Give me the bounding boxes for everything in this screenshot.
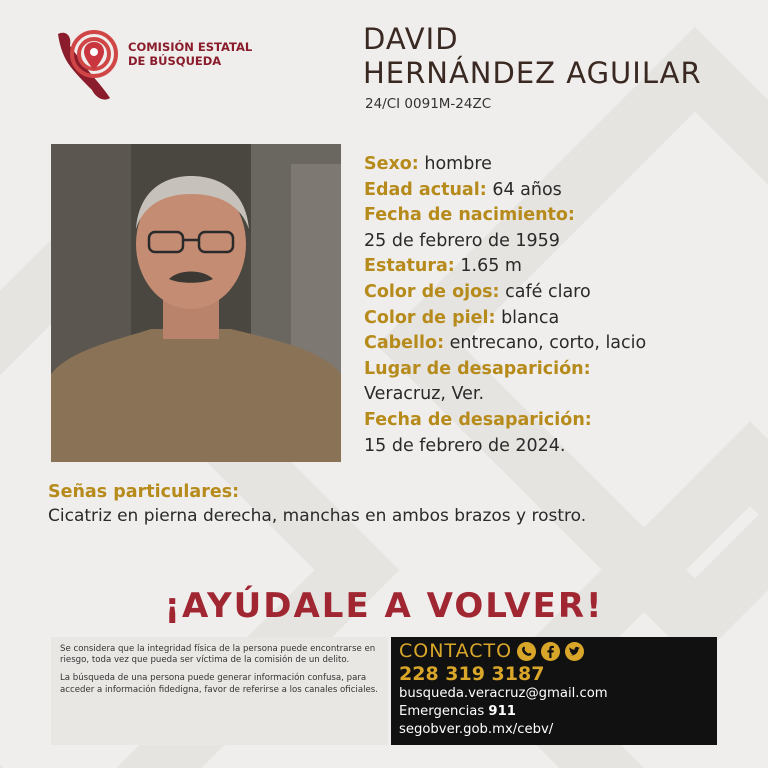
person-details	[364, 152, 759, 459]
person-photo	[51, 144, 341, 462]
contact-box	[391, 637, 717, 745]
detail-value: blanca	[501, 307, 560, 328]
person-name-line1: DAVID	[363, 22, 459, 56]
person-name	[363, 22, 702, 90]
disclaimer-box	[51, 637, 388, 745]
detail-label: Fecha de desaparición:	[364, 409, 592, 430]
detail-row	[364, 178, 759, 204]
detail-value: 64 años	[492, 179, 562, 200]
detail-row	[364, 357, 759, 383]
emergency-number[interactable]: 911	[488, 704, 516, 719]
detail-label: Edad actual:	[364, 179, 487, 200]
emergency-line	[399, 703, 709, 721]
detail-value: café claro	[505, 281, 591, 302]
twitter-icon[interactable]	[565, 642, 584, 661]
whatsapp-icon[interactable]	[517, 642, 536, 661]
veracruz-map-pin-icon	[52, 26, 132, 106]
contact-phone[interactable]: 228 319 3187	[399, 663, 545, 685]
detail-row	[364, 280, 759, 306]
contact-header	[399, 640, 709, 662]
detail-row	[364, 203, 759, 229]
facebook-icon[interactable]	[541, 642, 560, 661]
distinguishing-marks-text: Cicatriz en pierna derecha, manchas en ambos brazos y rostro.	[48, 506, 587, 526]
detail-row	[364, 331, 759, 357]
agency-name-line2: DE BÚSQUEDA	[128, 54, 222, 68]
detail-value: 15 de febrero de 2024.	[364, 435, 566, 456]
detail-row	[364, 408, 759, 434]
agency-logo	[52, 26, 272, 106]
agency-name-line1: COMISIÓN ESTATAL	[128, 40, 253, 54]
detail-label: Color de piel:	[364, 307, 496, 328]
disclaimer-paragraph: Se considera que la integridad física de la persona puede encontrarse en riesgo, toda vez que pueda ser víctima de la comisión de un delito.	[60, 644, 376, 666]
contact-email[interactable]: busqueda.veracruz@gmail.com	[399, 686, 608, 701]
detail-value: 1.65 m	[460, 256, 522, 277]
detail-label: Lugar de desaparición:	[364, 358, 591, 379]
detail-row	[364, 306, 759, 332]
detail-label: Fecha de nacimiento:	[364, 205, 575, 226]
detail-label: Sexo:	[364, 154, 419, 174]
case-folio: 24/CI 0091M-24ZC	[365, 96, 492, 112]
detail-label: Estatura:	[364, 256, 455, 277]
detail-row	[364, 152, 759, 178]
detail-value: hombre	[424, 154, 492, 174]
detail-label: Cabello:	[364, 333, 445, 354]
contact-website[interactable]: segobver.gob.mx/cebv/	[399, 722, 554, 737]
contact-title: CONTACTO	[399, 640, 513, 662]
call-to-action: ¡AYÚDALE A VOLVER!	[164, 586, 604, 626]
detail-value: Veracruz, Ver.	[364, 384, 485, 405]
agency-name	[128, 40, 252, 68]
detail-value: 25 de febrero de 1959	[364, 230, 560, 251]
detail-value: entrecano, corto, lacio	[449, 333, 647, 354]
distinguishing-marks-label: Señas particulares:	[48, 482, 240, 502]
emergency-label: Emergencias	[399, 704, 485, 719]
detail-row	[364, 254, 759, 280]
person-name-line2: HERNÁNDEZ AGUILAR	[363, 56, 702, 90]
detail-label: Color de ojos:	[364, 281, 500, 302]
disclaimer-paragraph: La búsqueda de una persona puede generar información confusa, para acceder a información fidedigna, favor de referirse a los canales oficiales.	[60, 673, 378, 695]
